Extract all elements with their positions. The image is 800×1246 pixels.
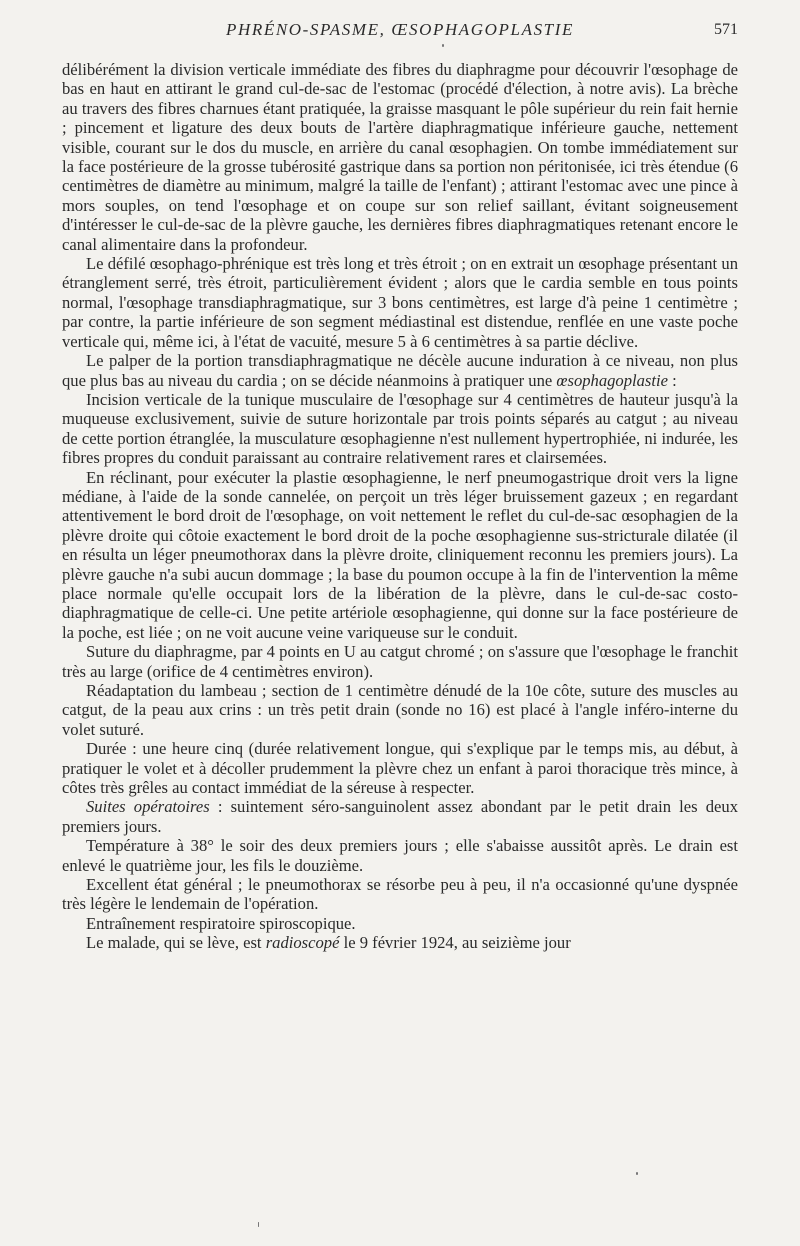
- paragraph-6: [62, 642, 738, 681]
- paragraph-text: Excellent état général ; le pneumothorax se résorbe peu à peu, il n'a occasionné qu'une dyspnée très légère le lendemain de l'opération.: [62, 875, 738, 914]
- italic-lead: Suites opératoires: [86, 797, 210, 817]
- paragraph-10: [62, 836, 738, 875]
- paragraph-text: En réclinant, pour exécuter la plastie œsophagienne, le nerf pneumogastrique droit vers la ligne médiane, à l'aide de la sonde cannelée, on perçoit un très léger bruissement gazeux ; en regardant attentivement le bord droit de l'œsophage, on voit nettement le reflet du cul-de-sac œsophagien de la plèvre droite qui côtoie exactement le bord droit de la poche œsophagienne sus-stricturale dilatée (il en résulta un léger pneumothorax dans la plèvre droite, cliniquement reconnu les premiers jours). La plèvre gauche n'a subi aucun dommage ; la base du poumon occupe à la fin de l'intervention la même place normale qu'elle occupait lors de la libération de la plèvre, dans le cul-de-sac costo-diaphragmatique de celle-ci. Une petite artériole œsophagienne, qui donne sur la face postérieure de la poche, est liée ; on ne voit aucune veine variqueuse sur le conduit.: [62, 467, 738, 642]
- paragraph-8: [62, 739, 738, 797]
- paragraph-text: Le défilé œsophago-phrénique est très long et très étroit ; on en extrait un œsophage présentant un étranglement serré, très étroit, particulièrement évident ; alors que le cardia semble en tous points normal, l'œsophage transdiaphragmatique, sur 3 bons centimètres, est large d'à peine 1 centimètre ; par contre, la partie inférieure de son segment médiastinal est distendue, renflée en une vaste poche verticale qui, même ici, à l'état de vacuité, mesure 5 à 6 centimètres à sa partie déclive.: [62, 254, 738, 351]
- paragraph-text: Durée : une heure cinq (durée relativement longue, qui s'explique par le temps mis, au début, à pratiquer le volet et à décoller prudemment la plèvre chez un enfant à paroi thoracique très mince, à côtes très grêles au contact immédiat de la séreuse à respecter.: [62, 739, 738, 798]
- italic-term: œsophagoplastie: [556, 370, 668, 390]
- running-title: PHRÉNO-SPASME, ŒSOPHAGOPLASTIE: [226, 20, 574, 39]
- italic-term: radioscopé: [265, 933, 340, 953]
- paragraph-9: [62, 797, 738, 836]
- body-text: [62, 60, 738, 953]
- paragraph-4: [62, 390, 738, 468]
- paragraph-11: [62, 875, 738, 914]
- paragraph-text: Suture du diaphragme, par 4 points en U au catgut chromé ; on s'assure que l'œsophage le franchit très au large (orifice de 4 centimètres environ).: [62, 642, 738, 681]
- paragraph-text-tail: le 9 février 1924, au seizième jour: [339, 933, 571, 953]
- paragraph-text: Température à 38° le soir des deux premiers jours ; elle s'abaisse aussitôt après. Le drain est enlevé le quatrième jour, les fils le douzième.: [62, 836, 738, 875]
- paragraph-12: [62, 914, 738, 933]
- paragraph-13: [62, 933, 738, 952]
- print-speck: [442, 44, 444, 47]
- paragraph-text: délibérément la division verticale immédiate des fibres du diaphragme pour découvrir l'œsophage de bas en haut en attirant le grand cul-de-sac de l'estomac (procédé d'élection, à notre avis). La brèche au travers des fibres charnues étant pratiquée, la graisse masquant le pôle supérieur du rein fait hernie ; pincement et ligature des deux bouts de l'artère diaphragmatique inférieure gauche, nettement visible, courant sur le dos du muscle, en arrière du canal œsophagien. On tombe immédiatement sur la face postérieure de la grosse tubérosité gastrique dans sa portion non péritonisée, ici très étendue (6 centimètres de diamètre au minimum, malgré la taille de l'enfant) ; attirant l'estomac avec une pince à mors souples, on tend l'œsophage et on coupe sur son relief saillant, évitant soigneusement d'intéresser le cul-de-sac de la plèvre gauche, les dernières fibres diaphragmatiques retenant encore le canal alimentaire dans la profondeur.: [62, 60, 738, 254]
- paragraph-text: Le palper de la portion transdiaphragmatique ne décèle aucune induration à ce niveau, non plus que plus bas au niveau du cardia ; on se décide néanmoins à pratiquer une: [62, 351, 738, 390]
- paragraph-text: Entraînement respiratoire spiroscopique.: [86, 913, 356, 933]
- running-header: [62, 18, 738, 42]
- paragraph-text: : suintement séro-sanguinolent assez abondant par le petit drain les deux premiers jours.: [62, 797, 738, 836]
- paragraph-text: Incision verticale de la tunique musculaire de l'œsophage sur 4 centimètres de hauteur jusqu'à la muqueuse exclusivement, suivie de suture horizontale par trois points séparés au catgut ; au niveau de cette portion étranglée, la musculature œsophagienne n'est nullement hypertrophiée, ni indurée, les fibres propres du conduit paraissant au contraire relativement rares et clairsemées.: [62, 389, 738, 468]
- paragraph-text: Le malade, qui se lève, est: [86, 933, 266, 953]
- paragraph-text: Réadaptation du lambeau ; section de 1 centimètre dénudé de la 10e côte, suture des muscles au catgut, de la peau aux crins : un très petit drain (sonde no 16) est placé à l'angle inféro-interne du volet suturé.: [62, 681, 738, 739]
- print-speck: [258, 1222, 259, 1227]
- page-number: 571: [714, 21, 738, 38]
- paragraph-1: [62, 60, 738, 254]
- paragraph-3: [62, 351, 738, 390]
- paragraph-2: [62, 254, 738, 351]
- paragraph-5: [62, 468, 738, 643]
- paragraph-text-tail: :: [667, 370, 677, 390]
- print-speck: [636, 1172, 638, 1175]
- paragraph-7: [62, 681, 738, 739]
